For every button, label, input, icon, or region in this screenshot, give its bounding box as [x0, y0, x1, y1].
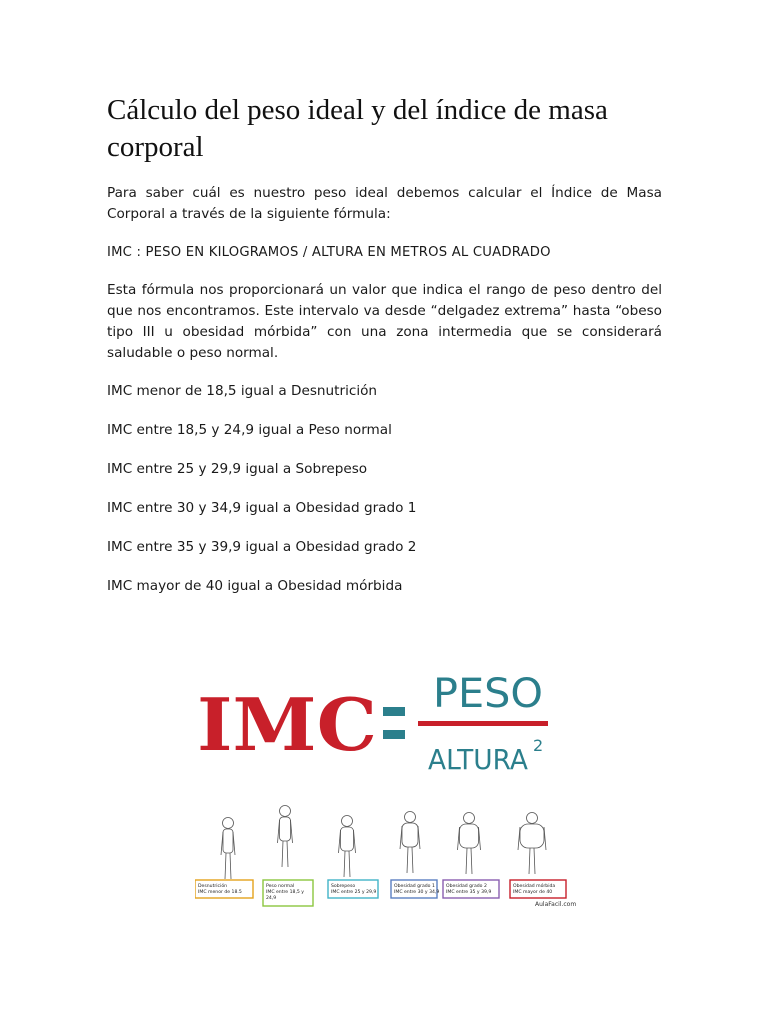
category-line1: Sobrepeso	[331, 884, 356, 889]
intro-paragraph: Para saber cuál es nuestro peso ideal debemos calcular el Índice de Masa Corporal a través de la siguiente fórmula:	[107, 185, 662, 222]
category-box-5	[443, 880, 499, 898]
body-figures	[221, 806, 546, 880]
category-line2: IMC entre 18,5 y	[266, 890, 305, 895]
fraction-bar	[418, 721, 548, 726]
category-line2: IMC entre 30 y 34,9	[394, 890, 440, 895]
credit-label: AulaFacil.com	[535, 901, 577, 908]
category-box-2	[263, 880, 313, 906]
category-line2: IMC mayor de 40	[513, 890, 553, 895]
document-title: Cálculo del peso ideal y del índice de masa corporal	[107, 94, 608, 163]
category-box-6	[510, 880, 566, 898]
category-line1: Obesidad grado 2	[446, 884, 487, 889]
range-line-2: IMC entre 18,5 y 24,9 igual a Peso normal	[107, 422, 392, 438]
body-figure-4	[400, 812, 420, 874]
altura-label: ALTURA	[428, 743, 528, 776]
equals-bar-top	[383, 707, 405, 716]
category-line2: IMC entre 25 y 29,9	[331, 890, 377, 895]
category-box-3	[328, 880, 378, 898]
category-box-1	[195, 880, 253, 898]
range-line-3: IMC entre 25 y 29,9 igual a Sobrepeso	[107, 461, 368, 477]
body-figure-1	[221, 818, 235, 880]
category-boxes	[195, 880, 566, 906]
range-line-4: IMC entre 30 y 34,9 igual a Obesidad grado 1	[107, 500, 417, 516]
category-line1: Obesidad grado 1	[394, 884, 435, 889]
category-line1: Desnutrición	[198, 884, 228, 889]
body-figure-2	[278, 806, 293, 868]
category-line3: 24,9	[266, 896, 277, 901]
range-line-1: IMC menor de 18,5 igual a Desnutrición	[107, 383, 378, 399]
imc-label: IMC	[197, 682, 377, 767]
peso-label: PESO	[433, 671, 543, 717]
category-box-4	[391, 880, 439, 898]
category-line2: IMC entre 35 y 39,9	[446, 890, 492, 895]
category-line2: IMC menor de 18.5	[198, 890, 242, 895]
category-line1: Peso normal	[266, 884, 295, 889]
explanation-paragraph: Esta fórmula nos proporcionará un valor que indica el rango de peso dentro del que nos encontramos. Este intervalo va desde “delgadez extrema” hasta “obeso tipo III u obesidad mórbida” con una zona intermedia que se considerará saludable o peso normal.	[107, 282, 662, 361]
body-figure-3	[339, 816, 356, 878]
body-figure-5	[458, 813, 481, 875]
imc-illustration	[195, 655, 580, 910]
equals-bar-bottom	[383, 730, 405, 739]
category-line1: Obesidad mórbida	[513, 884, 556, 889]
range-line-5: IMC entre 35 y 39,9 igual a Obesidad grado 2	[107, 539, 417, 555]
exponent-label: 2	[533, 736, 544, 755]
range-line-6: IMC mayor de 40 igual a Obesidad mórbida	[107, 578, 403, 594]
body-figure-6	[518, 813, 546, 875]
formula-text: IMC : PESO EN KILOGRAMOS / ALTURA EN METROS AL CUADRADO	[107, 245, 551, 260]
